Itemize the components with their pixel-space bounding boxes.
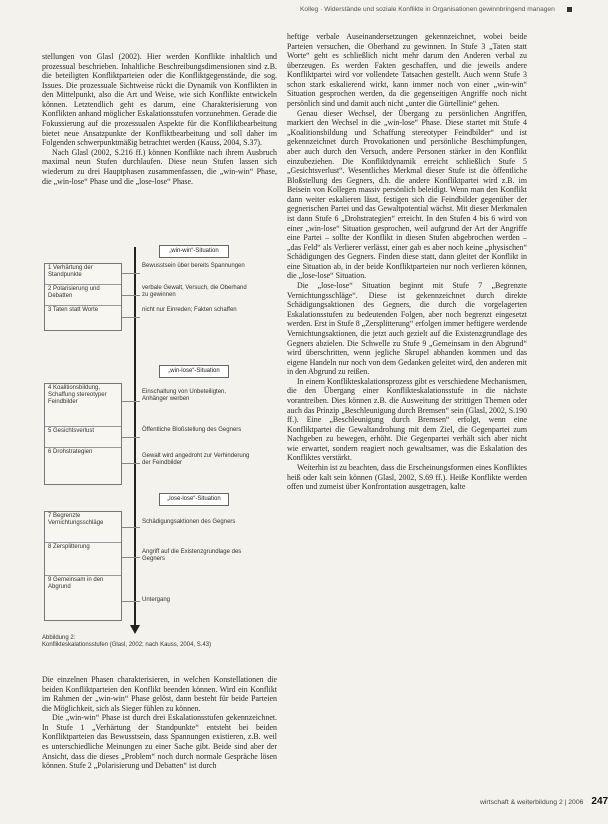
connector-line [122,437,140,438]
caption-text: Konflikteskalationsstufen (Glasl, 2002; nach Kauss, 2004, S.43) [42,642,212,649]
paragraph: stellungen von Glasl (2002). Hier werden Konflikte inhaltlich und prozessual beschrieben. Inhaltliche Beschreibungsdimensionen sind z.B. die beteiligten Konfliktparteien oder die Konfliktgegenstände, die sog. Issues. Die prozessuale Sichtweise rückt die Dynamik von Konflikten in den Mittelpunkt, also die Art und Weise, wie sich Konflikte entwickeln können. Letztendlich geht es darum, eine Charakterisierung von Konflikten anhand möglicher Eskalationsstufen vorzunehmen. Gerade die Fokussierung auf die prozessualen Aspekte für die Konfliktbearbeitung bietet neue Ansatzpunkte der Konfliktbearbeitung und soll daher im Folgenden schwerpunktmäßig betrachtet werden (Kauss, 2004, S.37). [42,52,277,148]
square-marker-icon [567,7,572,12]
figure-caption [42,635,277,650]
stage-description: Gewalt wird angedroht zur Verhinderung der Feindbilder [142,453,250,467]
stage-description: Einschaltung von Unbeteiligten, Anhänger werben [142,389,227,403]
escalation-figure [42,241,277,653]
paragraph: Die „lose-lose“ Situation beginnt mit Stufe 7 „Begrenzte Vernichtungsschläge“. Diese ist gekennzeichnet durch direkte Schädigungsaktionen des Gegners, die durch die vorgelagerten Eskalationsstufen zu bedeutenden Folgen, aber noch begrenzt eingesetzt werden. Erst in Stufe 8 „Zersplitterung“ erfolgen immer heftigere werdende Vernichtungsaktionen, die jetzt auch gezielt auf die Existenzgrundlage des Gegners abzielen. Die Schwelle zu Stufe 9 „Gemeinsam in den Abgrund“ wird überschritten, wenn jegliche Skrupel abhanden kommen und das eigene Handeln nur noch von dem Gedanken geleitet wird, den anderen mit in den Abgrund zu reißen. [287,281,527,377]
stage-label: 1 Verhärtung der Standpunkte [45,264,121,285]
stage-label: 7 Begrenzte Vernichtungsschläge [45,512,121,543]
connector-line [122,527,140,528]
caption-label: Abbildung 2: [42,635,76,641]
connector-line [122,463,140,464]
right-column [287,32,527,492]
left-column-bottom [42,675,277,771]
paragraph: In einem Konflikteskalationsprozess gibt es verschiedene Mechanismen, die den Übergang einer Konflikteskalationsstufe in die nächste vorantreiben. Dies können z.B. die Ausweitung der strittigen Themen oder auch das Prinzip „Beschleunigung durch Bremsen“ sein (Glasl, 2002, S.190 ff.). Eine „Beschleunigung durch Bremsen“ erfolgt, wenn eine Konfliktpartei die Gewaltandrohung mit dem Ziel, die Gegenpartei zum Nachgeben zu bewegen, erhöht. Die Gegenpartei verhält sich aber nicht wie erwartet, sondern reagiert noch gewaltsamer, was die Eskalation des Konfliktes verstärkt. [287,376,527,463]
phase-tag-lose-lose: „lose-lose“-Situation [159,493,229,506]
paragraph: Genau dieser Wechsel, der Übergang zu persönlichen Angriffen, markiert den Wechsel in die „win-lose“ Phase. Diese startet mit Stufe 4 „Koalitionsbildung und Schaffung stereotyper Feindbilder“ und ist gekennzeichnet durch Provokationen und persönliche Beschimpfungen, aber auch durch den Versuch, andere Personen stärker in den Konflikt einzubeziehen. Die Konfliktdynamik erreicht schließlich Stufe 5 „Gesichtsverlust“. Wesentliches Merkmal dieser Stufe ist die öffentliche Bloßstellung des Gegners, d.h. die andere Konfliktpartei wird z.B. im Beisein von Kollegen massiv persönlich beleidigt. Wenn man den Konflikt dann weiter eskalieren lässt, festigen sich die Feindbilder gegenüber der gegnerischen Partei und das Gewaltpotential wächst. Mit dieser Merkmalen ist dann Stufe 6 „Drohstrategien“ erreicht. In den Stufen 4 bis 6 wird von einer „win-lose“ Situation gesprochen, weil aufgrund der Art der Angriffe eine Partei – sollte der Konflikt in diesen Stufen abgebrochen werden – „das Feld“ als Verlierer verlässt, einer gab es aber noch keine „physischen“ Schädigungen des Gegners. Finden diese statt, dann gleitet der Konflikt in eine Situation ab, in der beide Konfliktparteien nur noch verlieren können, die „lose-lose“ Situation. [287,108,527,281]
stage-description: nicht nur Einreden; Fakten schaffen [142,307,237,313]
stage-description: Untergang [142,597,171,603]
page-number: 247 [591,796,608,807]
running-header [300,6,560,13]
left-column-top [42,52,277,186]
paragraph: heftige verbale Auseinandersetzungen gekennzeichnet, wobei beide Parteien versuchen, die Oberhand zu gewinnen. In Stufe 3 „Taten statt Worte“ geht es schließlich nicht mehr darum den Anderen verbal zu überzeugen. Es werden Fakten geschaffen, und die jeweils andere Konfliktpartei wird vor vollendete Tatsachen gestellt. Auch wenn Stufe 3 schon stark eskalierend wirkt, kann immer noch von einer „win-win“ Situation gesprochen werden, da die gegenseitigen Angriffe noch nicht persönlich sind und damit auch nicht „unter die Gürtellinie“ gehen. [287,32,527,109]
phase-tag-win-lose: „win-lose“-Situation [159,365,229,378]
stage-description: Bewusstsein über bereits Spannungen [142,263,245,269]
stage-group-win-lose [44,383,122,485]
stage-label: 6 Drohstrategien [48,449,93,455]
connector-line [122,317,140,318]
stage-label: 4 Koalitionsbildung, Schaffung stereotyper Feindbilder [45,384,121,427]
connector-line [122,295,140,296]
stage-description: Angriff auf die Existenzgrundlage des Gegners [142,549,242,563]
stage-description: Schädigungsaktionen des Gegners [142,519,236,525]
paragraph: Weiterhin ist zu beachten, dass die Erscheinungsformen eines Konfliktes heiß oder kalt sein können (Glasl, 2002, S.69 ff.). Heiße Konflikte werden offen und zumeist über Konfrontation ausgetragen, kalte [287,463,527,492]
stage-label: 9 Gemeinsam in den Abgrund [48,577,104,591]
paragraph: Die „win-win“ Phase ist durch drei Eskalationsstufen gekennzeichnet. In Stufe 1 „Verhärtung der Standpunkte“ entsteht bei beiden Konfliktparteien das Bewusstsein, dass Spannungen existieren, z.B. weil es unterschiedliche Meinungen zu einer Sache gibt. Beide sind aber der Ansicht, dass die dieses „Problem“ noch durch normale Gespräche lösen können. Stufe 2 „Polarisierung und Debatten“ ist durch [42,713,277,771]
connector-line [122,273,140,274]
connector-line [122,557,140,558]
running-title: Kolleg · Widerstände und soziale Konflikte in Organisationen gewinnbringend managen [300,6,555,13]
page-footer [480,796,608,807]
paragraph: Nach Glasl (2002, S.216 ff.) können Konflikte nach ihrem Ausbruch maximal neun Stufen durchlaufen. Diese neun Stufen lassen sich wiederum zu drei Hauptphasen zusammenfassen, die „win-win“ Phase, die „win-lose“ Phase und die „lose-lose“ Phase. [42,147,277,186]
phase-tag-win-win: „win-win“-Situation [159,245,229,258]
issue-label: wirtschaft & weiterbildung 2 | 2006 [480,799,584,806]
arrow-down-icon [130,625,140,634]
connector-line [122,401,140,402]
stage-label: 5 Gesichtsverlust [45,427,121,448]
stage-label: 3 Taten statt Worte [48,307,99,313]
stage-description: Öffentliche Bloßstellung des Gegners [142,427,242,433]
stage-label: 8 Zersplitterung [45,543,121,576]
paragraph: Die einzelnen Phasen charakterisieren, in welchen Konstellationen die beiden Konfliktparteien den Konflikt beenden können. Wird ein Konflikt im Rahmen der „win-win“ Phase gelöst, dann besteht für beide Parteien die Möglichkeit, sich als Sieger fühlen zu können. [42,675,277,713]
stage-group-win-win [44,263,122,331]
connector-line [122,601,140,602]
stage-description: verbale Gewalt, Versuch, die Oberhand zu gewinnen [142,285,247,299]
stage-group-lose-lose [44,511,122,621]
stage-label: 2 Polarisierung und Debatten [45,285,121,306]
